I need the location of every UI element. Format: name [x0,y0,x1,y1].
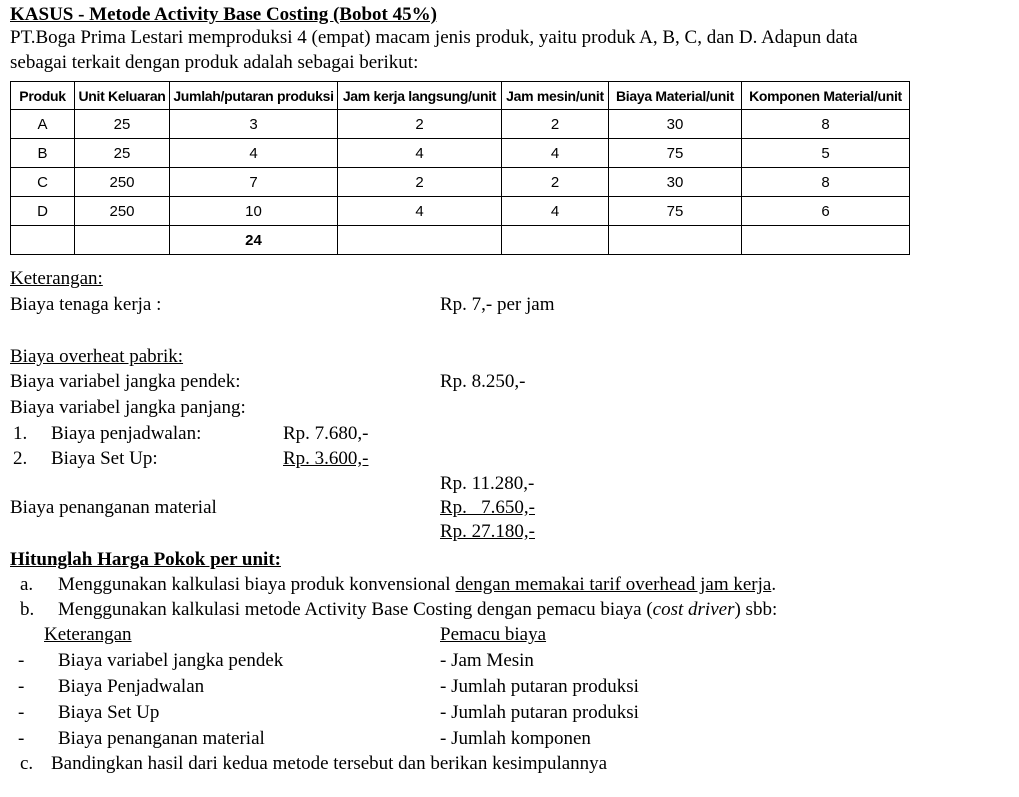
question-a-text [58,574,776,596]
table-cell: 4 [338,197,502,226]
question-a-end: . [771,574,777,595]
header-jam-kerja: Jam kerja langsung/unit [338,82,502,110]
table-row [11,197,910,226]
scheduling-cost-label: Biaya penjadwalan: [51,423,202,444]
table-cell: 30 [609,168,742,197]
driver-value: - Jumlah putaran produksi [440,676,639,697]
header-produk: Produk [11,82,75,110]
table-cell: 2 [502,110,609,139]
table-cell: 4 [170,139,338,168]
table-cell: 5 [742,139,910,168]
table-cell: 25 [75,110,170,139]
table-header-row [11,82,910,110]
setup-cost-label: Biaya Set Up: [51,448,158,469]
table-cell: 25 [75,139,170,168]
header-unit-keluaran: Unit Keluaran [75,82,170,110]
material-handling-value: Rp. 7.650,- [440,497,535,518]
table-cell: 7 [170,168,338,197]
table-cell: 75 [609,139,742,168]
table-cell [338,226,502,255]
table-cell: 250 [75,197,170,226]
question-a-letter: a. [20,574,34,595]
short-term-label: Biaya variabel jangka pendek: [10,371,241,392]
item-1-number: 1. [13,423,28,444]
table-row [11,139,910,168]
table-cell [609,226,742,255]
long-term-label: Biaya variabel jangka panjang: [10,397,246,418]
intro-line-2: sebagai terkait dengan produk adalah sebagai berikut: [10,52,419,73]
question-b-plain: Menggunakan kalkulasi metode Activity Base Costing dengan pemacu biaya ( [58,599,653,620]
table-cell: C [11,168,75,197]
setup-cost-value: Rp. 3.600,- [283,448,369,469]
table-cell: D [11,197,75,226]
driver-value: - Jumlah komponen [440,728,591,749]
driver-bullet: - [18,676,25,697]
question-heading: Hitunglah Harga Pokok per unit: [10,549,281,570]
table-cell: A [11,110,75,139]
question-b-letter: b. [20,599,35,620]
question-c-letter: c. [20,753,34,774]
header-komponen-material: Komponen Material/unit [742,82,910,110]
table-total-row [11,226,910,255]
table-cell: 4 [338,139,502,168]
table-cell: 75 [609,197,742,226]
driver-value: - Jam Mesin [440,650,534,671]
table-cell: 2 [338,168,502,197]
overhead-heading: Biaya overheat pabrik: [10,346,184,367]
table-cell: 3 [170,110,338,139]
labor-cost-label: Biaya tenaga kerja : [10,294,162,315]
question-a-underlined: dengan memakai tarif overhead jam kerja [455,574,772,595]
driver-bullet: - [18,728,25,749]
keterangan-heading: Keterangan: [10,268,103,289]
table-cell: 8 [742,168,910,197]
question-b-italic: cost driver [652,599,735,620]
scheduling-cost-value: Rp. 7.680,- [283,423,369,444]
table-row [11,168,910,197]
table-cell [742,226,910,255]
table-cell: 2 [502,168,609,197]
question-c-text: Bandingkan hasil dari kedua metode tersebut dan berikan kesimpulannya [51,753,608,774]
labor-cost-value: Rp. 7,- per jam [440,294,555,315]
table-cell-total: 24 [170,226,338,255]
table-cell: 250 [75,168,170,197]
header-jam-mesin: Jam mesin/unit [502,82,609,110]
driver-bullet: - [18,650,25,671]
page-title: KASUS - Metode Activity Base Costing (Bobot 45%) [10,4,437,25]
drivers-left-heading: Keterangan [44,624,132,645]
short-term-value: Rp. 8.250,- [440,371,526,392]
driver-value: - Jumlah putaran produksi [440,702,639,723]
table-row [11,110,910,139]
grand-total: Rp. 27.180,- [440,521,535,542]
long-term-total: Rp. 11.280,- [440,473,535,494]
header-biaya-material: Biaya Material/unit [609,82,742,110]
driver-item: Biaya Set Up [58,702,160,723]
question-b-end: ) sbb: [734,599,778,620]
question-a-plain: Menggunakan kalkulasi biaya produk konvensional [58,574,456,595]
table-cell [502,226,609,255]
driver-item: Biaya variabel jangka pendek [58,650,284,671]
table-cell: 6 [742,197,910,226]
table-cell: 30 [609,110,742,139]
driver-item: Biaya Penjadwalan [58,676,205,697]
table-cell: 4 [502,139,609,168]
header-jumlah-putaran: Jumlah/putaran produksi [170,82,338,110]
table-cell: 2 [338,110,502,139]
question-b-text [58,599,777,621]
driver-item: Biaya penanganan material [58,728,265,749]
product-data-table [10,81,910,255]
table-cell: 8 [742,110,910,139]
intro-line-1: PT.Boga Prima Lestari memproduksi 4 (empat) macam jenis produk, yaitu produk A, B, C, dan D. Adapun data [10,27,858,48]
material-handling-label: Biaya penanganan material [10,497,217,518]
table-cell [75,226,170,255]
driver-bullet: - [18,702,25,723]
table-cell: 4 [502,197,609,226]
table-cell: B [11,139,75,168]
item-2-number: 2. [13,448,28,469]
table-cell: 10 [170,197,338,226]
table-cell [11,226,75,255]
drivers-right-heading: Pemacu biaya [440,624,547,645]
